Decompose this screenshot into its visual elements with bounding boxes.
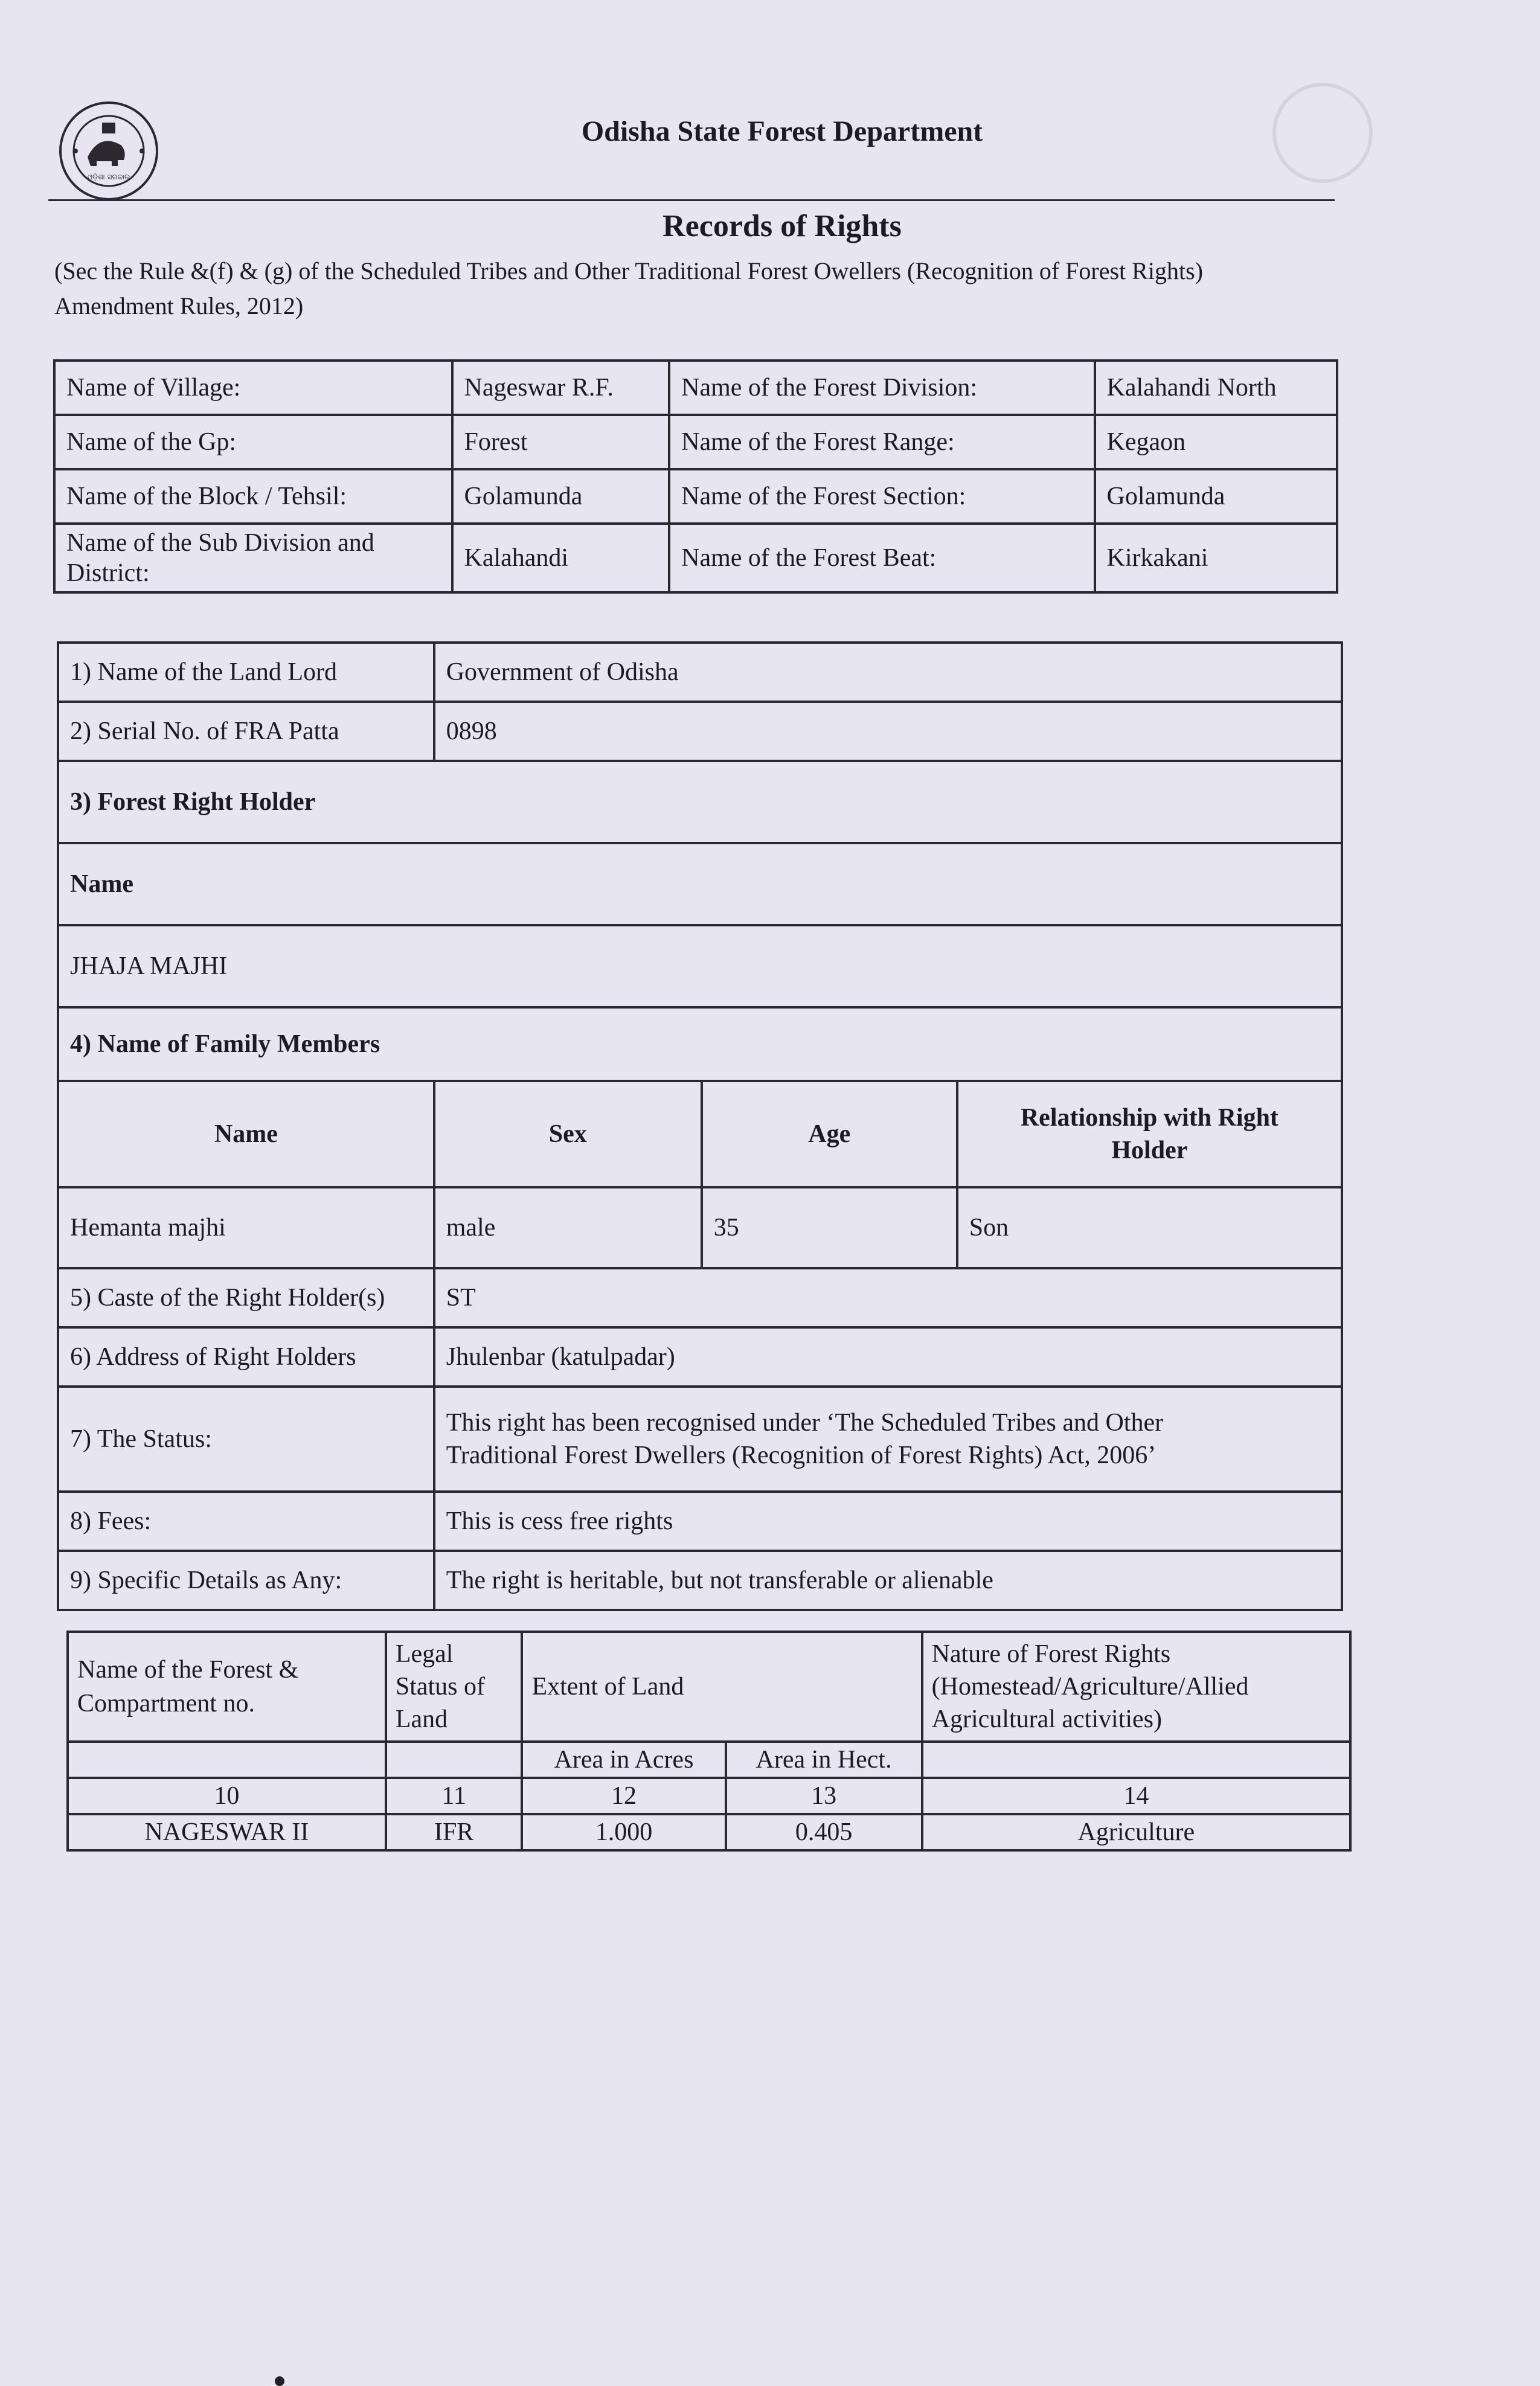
holder-heading: 3) Forest Right Holder <box>58 761 1342 843</box>
table-row <box>68 1742 1350 1778</box>
table-row <box>54 361 1337 415</box>
forest-division-value: Kalahandi North <box>1095 361 1338 415</box>
land-table <box>66 1631 1352 1852</box>
extent-header: Extent of Land <box>522 1632 922 1742</box>
sub-division-value: Kalahandi <box>452 524 670 592</box>
forest-section-label: Name of the Forest Section: <box>669 469 1094 524</box>
table-row <box>68 1814 1350 1850</box>
fees-label: 8) Fees: <box>58 1492 434 1551</box>
gp-value: Forest <box>452 415 670 469</box>
forest-name: NAGESWAR II <box>68 1814 386 1850</box>
table-row <box>58 1081 1342 1187</box>
caste-label: 5) Caste of the Right Holder(s) <box>58 1268 434 1327</box>
details-label: 9) Specific Details as Any: <box>58 1551 434 1610</box>
gp-label: Name of the Gp: <box>54 415 452 469</box>
forest-range-value: Kegaon <box>1095 415 1338 469</box>
fees-value: This is cess free rights <box>434 1492 1342 1551</box>
col-number: 10 <box>68 1778 386 1814</box>
header-divider <box>48 199 1335 201</box>
village-value: Nageswar R.F. <box>452 361 670 415</box>
table-row <box>58 643 1342 702</box>
forest-beat-label: Name of the Forest Beat: <box>669 524 1094 592</box>
table-row <box>58 843 1342 925</box>
rights-table <box>57 641 1343 1611</box>
sub-division-label: Name of the Sub Division and District: <box>54 524 452 592</box>
nature-of-rights: Agriculture <box>922 1814 1350 1850</box>
table-row <box>58 1187 1342 1268</box>
forest-section-value: Golamunda <box>1095 469 1338 524</box>
empty-cell <box>386 1742 522 1778</box>
forest-beat-value: Kirkakani <box>1095 524 1338 592</box>
family-header-name: Name <box>58 1081 434 1187</box>
family-member-sex: male <box>434 1187 702 1268</box>
forest-range-label: Name of the Forest Range: <box>669 415 1094 469</box>
status-label: 7) The Status: <box>58 1387 434 1492</box>
family-member-age: 35 <box>702 1187 957 1268</box>
table-row <box>58 761 1342 843</box>
area-acres: 1.000 <box>522 1814 725 1850</box>
emblem-text: ଓଡ଼ିଶା ସରକାର <box>87 173 130 181</box>
name-heading: Name <box>58 843 1342 925</box>
col-number: 12 <box>522 1778 725 1814</box>
empty-cell <box>922 1742 1350 1778</box>
legal-status: IFR <box>386 1814 522 1850</box>
faint-stamp-mark <box>1262 72 1383 193</box>
block-value: Golamunda <box>452 469 670 524</box>
dot-mark <box>275 2376 284 2386</box>
family-member-name: Hemanta majhi <box>58 1187 434 1268</box>
table-row <box>58 1551 1342 1610</box>
department-title: Odisha State Forest Department <box>581 115 983 147</box>
land-lord-value: Government of Odisha <box>434 643 1342 702</box>
family-heading: 4) Name of Family Members <box>58 1007 1342 1081</box>
table-row <box>58 925 1342 1007</box>
col-number: 11 <box>386 1778 522 1814</box>
table-row <box>54 469 1337 524</box>
table-row <box>58 1007 1342 1081</box>
document-title: Records of Rights <box>663 209 902 243</box>
forest-compartment-header: Name of the Forest & Compartment no. <box>68 1632 386 1742</box>
land-lord-label: 1) Name of the Land Lord <box>58 643 434 702</box>
table-row <box>58 1327 1342 1387</box>
legal-status-header: Legal Status of Land <box>386 1632 522 1742</box>
empty-cell <box>68 1742 386 1778</box>
caste-value: ST <box>434 1268 1342 1327</box>
block-label: Name of the Block / Tehsil: <box>54 469 452 524</box>
address-label: 6) Address of Right Holders <box>58 1327 434 1387</box>
status-value: This right has been recognised under ‘The Scheduled Tribes and Other Traditional Forest Dwellers (Recognition of Forest Rights) Act, 2006’ <box>434 1387 1342 1492</box>
area-hect: 0.405 <box>726 1814 922 1850</box>
table-row <box>58 1492 1342 1551</box>
details-value: The right is heritable, but not transferable or alienable <box>434 1551 1342 1610</box>
family-header-age: Age <box>702 1081 957 1187</box>
family-header-relationship: Relationship with Right Holder <box>957 1081 1342 1187</box>
col-number: 14 <box>922 1778 1350 1814</box>
col-number: 13 <box>726 1778 922 1814</box>
holder-name: JHAJA MAJHI <box>58 925 1342 1007</box>
table-row <box>58 1268 1342 1327</box>
family-header-sex: Sex <box>434 1081 702 1187</box>
nature-header: Nature of Forest Rights (Homestead/Agriculture/Allied Agricultural activities) <box>922 1632 1350 1742</box>
area-acres-header: Area in Acres <box>522 1742 725 1778</box>
family-member-relation: Son <box>957 1187 1342 1268</box>
table-row <box>68 1632 1350 1742</box>
table-row <box>68 1778 1350 1814</box>
address-value: Jhulenbar (katulpadar) <box>434 1327 1342 1387</box>
village-label: Name of Village: <box>54 361 452 415</box>
table-row <box>54 415 1337 469</box>
table-row <box>54 524 1337 592</box>
table-row <box>58 702 1342 761</box>
rules-reference: (Sec the Rule &(f) & (g) of the Scheduled Tribes and Other Traditional Forest Owellers (Recognition of Forest Rights) Amendment Rules, 2012) <box>54 257 1203 319</box>
serial-label: 2) Serial No. of FRA Patta <box>58 702 434 761</box>
area-hect-header: Area in Hect. <box>726 1742 922 1778</box>
forest-division-label: Name of the Forest Division: <box>669 361 1094 415</box>
serial-value: 0898 <box>434 702 1342 761</box>
location-table <box>53 359 1338 594</box>
table-row <box>58 1387 1342 1492</box>
